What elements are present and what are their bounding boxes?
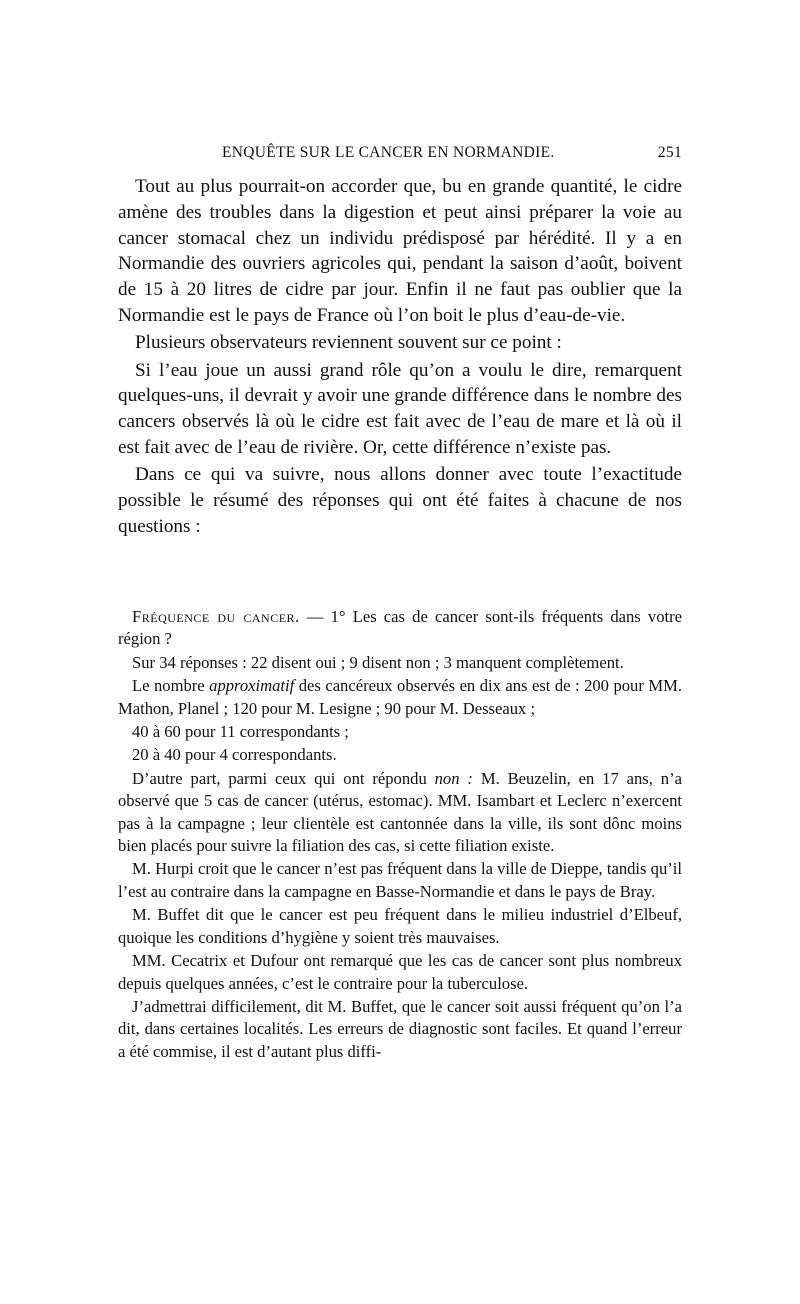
question-frequence xyxy=(118,606,682,651)
paragraph-cidre: Tout au plus pourrait-on accorder que, bu en grande quantité, le cidre amène des troubles dans la digestion et peut ainsi préparer la voie au cancer stomacal chez un individu prédisposé par hérédité. Il y a en Normandie des ouvriers agricoles qui, pendant la saison d’août, boivent de 15 à 20 litres de cidre par jour. Enfin il ne faut pas oublier que la Normandie est le pays de France où l’on boit le plus d’eau-de-vie. xyxy=(118,176,682,326)
text-fragment: D’autre part, parmi ceux qui ont répondu xyxy=(132,768,435,788)
approximate-number xyxy=(118,675,682,720)
running-head xyxy=(118,144,682,168)
survey-responses xyxy=(118,606,682,1064)
paragraph-cecatrix: MM. Cecatrix et Dufour ont remarqué que les cas de cancer sont plus nombreux depuis quelques années, c’est le contraire pour la tuberculose. xyxy=(118,951,682,993)
paragraph-hurpi: M. Hurpi croit que le cancer n’est pas fréquent dans la ville de Dieppe, tandis qu’il l’est au contraire dans la campagne en Basse-Normandie et dans le pays de Bray. xyxy=(118,859,682,901)
paragraph-buffet: M. Buffet dit que le cancer est peu fréquent dans le milieu industriel d’Elbeuf, quoique les conditions d’hygiène y soient très mauvaises. xyxy=(118,905,682,947)
text-fragment: M. Beuzelin, en 17 ans, n’a observé que 5 cas de cancer (utérus, estomac). MM. Isambart et Leclerc n’exercent pas à la campagne ; leur clientèle est cantonnée dans la ville, ils sont dônc moins bien placés pour suivre la filiation des cas, si cette filiation existe. xyxy=(118,768,682,856)
page-number: 251 xyxy=(657,144,682,161)
emphasis: non : xyxy=(434,768,473,788)
main-text xyxy=(118,174,682,541)
paragraph-eau: Si l’eau joue un aussi grand rôle qu’on a voulu le dire, remarquent quelques-uns, il devrait y avoir une grande différence dans le nombre des cancers observés là où le cidre est fait avec de l’eau de mare et là où il est fait avec de l’eau de rivière. Or, cette différence n’existe pas. xyxy=(118,359,682,458)
section-heading: Fréquence du cancer. xyxy=(132,607,300,626)
paragraph-diagnostic: J’admettrai difficilement, dit M. Buffet, que le cancer soit aussi fréquent qu’on l’a dit, dans certaines localités. Les erreurs de diagnostic sont faciles. Et quand l’erreur a été commise, il est d’autant plus diffi- xyxy=(118,996,682,1061)
text-fragment: des cancéreux observés en dix ans est de : 200 pour MM. Mathon, Planel ; 120 pour M. Lesigne ; 90 pour M. Desseaux ; xyxy=(118,676,682,718)
response-count: Sur 34 réponses : 22 disent oui ; 9 disent non ; 3 manquent complètement. xyxy=(132,652,624,672)
range-line-2: 20 à 40 pour 4 correspondants. xyxy=(132,745,337,765)
question-text: — 1° Les cas de cancer sont-ils fréquents dans votre région ? xyxy=(118,607,682,649)
running-title: ENQUÊTE SUR LE CANCER EN NORMANDIE. xyxy=(222,144,555,161)
paragraph-resume: Dans ce qui va suivre, nous allons donner avec toute l’exactitude possible le résumé des réponses qui ont été faites à chacune de nos questions : xyxy=(118,464,682,537)
range-line-1: 40 à 60 pour 11 correspondants ; xyxy=(132,722,349,742)
text-fragment: Le nombre xyxy=(132,676,210,696)
emphasis: approximatif xyxy=(209,676,295,696)
paragraph-observateurs: Plusieurs observateurs reviennent souvent sur ce point : xyxy=(135,332,562,354)
negative-responses xyxy=(118,768,682,858)
